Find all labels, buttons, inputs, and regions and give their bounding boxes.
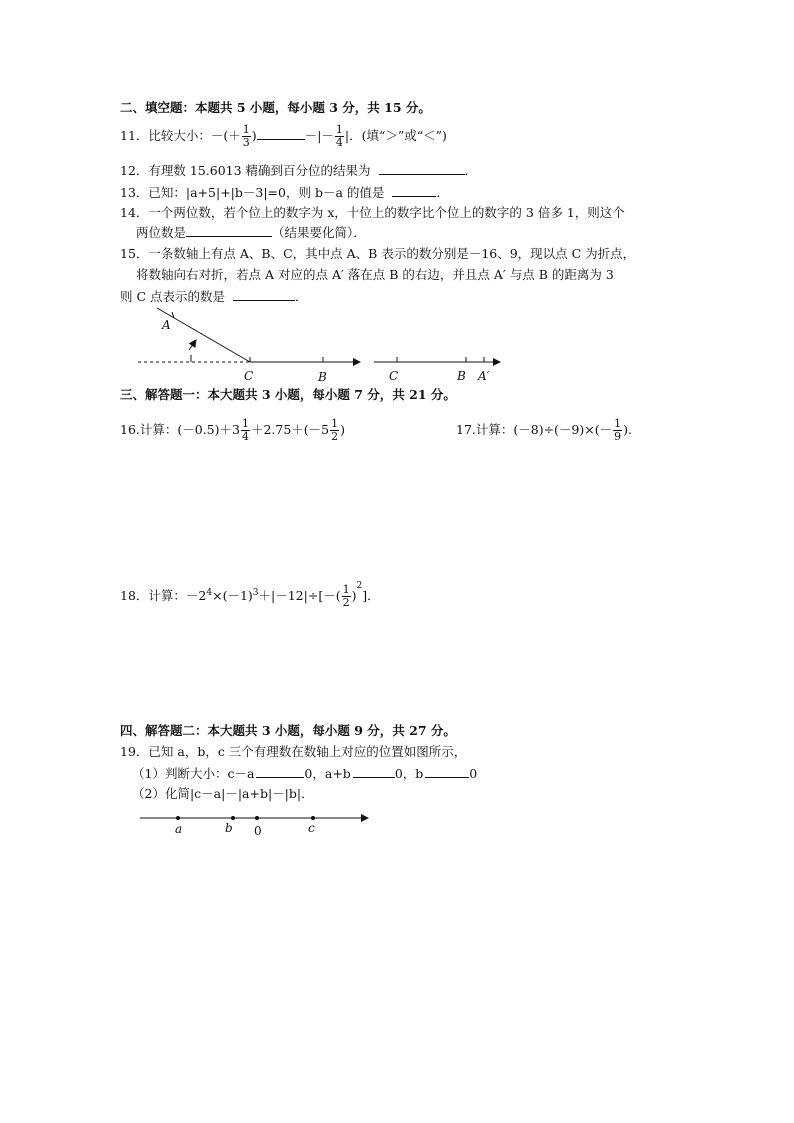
q16-f1-den: 4 [241,430,249,443]
q12-text: 12．有理数 15.6013 精确到百分位的结果为 [120,163,371,178]
q13-text: 13．已知：|a+5|+|b－3|=0，则 b－a 的值是 [120,185,385,200]
question-19-line1: 19．已知 a，b，c 三个有理数在数轴上对应的位置如图所示， [120,744,467,759]
q19-blank-1[interactable] [256,765,304,778]
q11-frac1-den: 3 [242,136,250,149]
q17-post: ). [623,422,632,437]
q19-part1-expr-c: 0，b [394,766,424,781]
q18-exp2: 3 [252,587,259,598]
q19-point-zero [255,816,259,820]
q19-point-b [231,816,235,820]
q19-point-a [176,816,180,820]
q16-fraction-1 [241,418,250,443]
q16-f1-num: 1 [241,417,249,430]
q19-label-zero: 0 [254,824,262,838]
q19-label-a: a [175,822,183,836]
q16-fraction-2 [330,418,339,443]
q15-label-a: A [162,318,171,332]
q19-point-c [311,816,315,820]
question-17 [456,418,632,443]
q18-fraction [342,584,351,609]
section-3-heading: 三、解答题一：本大题共 3 小题，每小题 7 分，共 21 分。 [120,387,456,402]
q19-blank-2[interactable] [353,765,395,778]
q17-num: 1 [614,417,622,430]
q19-blank-3[interactable] [425,765,469,778]
q19-label-c: c [308,821,315,835]
question-15-line2: 将数轴向右对折，若点 A 对应的点 A′ 落在点 B 的右边，并且点 A′ 与点 B 的距离为 3 [136,267,614,282]
q19-part1-expr-a: （1）判断大小：c－a [132,766,255,781]
q14-line2-post: （结果要化简）． [272,225,366,240]
q18-exp3: 2 [356,581,363,591]
question-19-line2 [132,765,477,782]
q15-label-c2: C [389,369,399,383]
q15-label-a-prime: A′ [478,369,490,383]
question-14-line1: 14．一个两位数，若个位上的数字为 x，十位上的数字比个位上的数字的 3 倍多 1，则这个 [120,205,625,220]
q18-pre: 18．计算：－2 [120,588,207,603]
q16-post: ) [340,422,346,437]
q18-mid2: ＋|－12|÷[－( [258,588,341,603]
q18-post: ]． [362,588,380,603]
question-16 [120,418,345,443]
q16-mid: ＋2.75＋(－5 [250,422,330,437]
q19-part1-expr-b: 0，a+b [304,766,351,781]
section-4-heading: 四、解答题二：本大题共 3 小题，每小题 9 分，共 27 分。 [120,723,456,738]
q11-pre: 11．比较大小：－(＋ [120,128,241,143]
q16-f2-den: 2 [331,430,339,443]
q18-exp1: 4 [206,587,213,598]
q11-rel: －|－ [304,128,334,143]
q18-num: 1 [342,583,350,596]
question-15-line1: 15．一条数轴上有点 A、B、C，其中点 A、B 表示的数分别是－16、9，现以点 C 为折点， [120,246,636,261]
q18-den: 2 [342,596,350,609]
q13-end: ． [436,185,449,200]
q17-fraction [613,418,622,443]
q19-label-b: b [225,821,233,835]
q15-label-b1: B [318,370,327,384]
q15-end: ． [295,289,308,304]
q17-pre: 17.计算：(－8)÷(－9)×(－ [456,422,613,437]
question-18 [120,578,380,609]
q16-f2-num: 1 [331,417,339,430]
section-2-heading: 二、填空题：本题共 5 小题，每小题 3 分，共 15 分。 [120,100,431,115]
q11-post: |．(填“＞”或“＜”) [344,128,447,143]
q12-end: ． [464,163,478,178]
q11-frac2-den: 4 [335,136,343,149]
q11-mid: ) [251,128,257,143]
q18-close: ) [351,588,357,603]
q14-line2-pre: 两位数是 [136,225,187,240]
q15-folded-line [157,308,250,362]
question-19-line3: （2）化简|c－a|－|a+b|－|b|． [132,786,314,801]
q18-mid1: ×(－1) [212,588,253,603]
q11-frac1-num: 1 [242,123,250,136]
q19-part1-expr-d: 0 [469,766,478,781]
q15-label-c1: C [244,369,254,383]
q16-pre: 16.计算：(－0.5)＋3 [120,422,240,437]
q15-fold-arrow-icon [189,340,196,350]
q15-label-b2: B [457,369,466,383]
q11-frac2-num: 1 [335,123,343,136]
q17-den: 9 [614,430,622,443]
q15-line3-pre: 则 C 点表示的数是 [120,289,226,304]
